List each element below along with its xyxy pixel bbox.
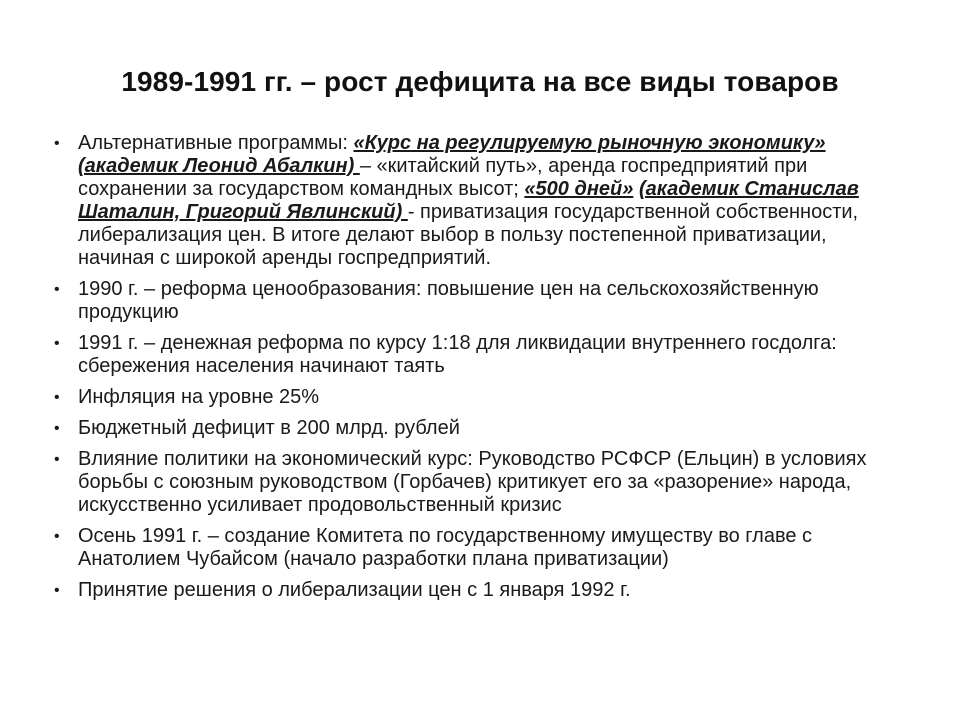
bullet-marker: • — [54, 389, 60, 406]
bullet-text: Бюджетный дефицит в 200 млрд. рублей — [78, 417, 460, 439]
bullet-text-segment: - приватизация государственной собственности, либерализация цен. В итоге делают выбор в пользу постепенной приватизации, начиная с широкой аренды госпредприятий. — [78, 201, 859, 269]
bullet-item — [54, 278, 898, 324]
program-link-500-days[interactable]: «500 дней» — [524, 178, 634, 200]
bullet-text-segment: Альтернативные программы: — [78, 132, 354, 154]
bullet-text: 1991 г. – денежная реформа по курсу 1:18 для ликвидации внутреннего госдолга: сбережения населения начинают таять — [78, 332, 837, 377]
bullet-text-segment: – «китайский путь», аренда госпредприятий при сохранении за государством командных высот; — [78, 155, 808, 200]
bullet-marker: • — [54, 335, 60, 352]
program-link-abalkin[interactable]: «Курс на регулируемую рыночную экономику» (академик Леонид Абалкин) — [78, 132, 826, 177]
bullet-item — [54, 386, 898, 409]
bullet-text: Осень 1991 г. – создание Комитета по государственному имуществу во главе с Анатолием Чубайсом (начало разработки плана приватизации) — [78, 525, 813, 570]
bullet-marker: • — [54, 582, 60, 599]
bullet-marker: • — [54, 420, 60, 437]
bullet-list — [54, 132, 898, 610]
bullet-item — [54, 417, 898, 440]
bullet-text: Принятие решения о либерализации цен с 1 января 1992 г. — [78, 579, 631, 601]
bullet-text: 1990 г. – реформа ценообразования: повышение цен на сельскохозяйственную продукцию — [78, 278, 819, 323]
bullet-item — [54, 579, 898, 602]
bullet-item — [54, 448, 898, 517]
bullet-item — [54, 525, 898, 571]
bullet-item — [54, 132, 898, 270]
program-link-authors[interactable]: (академик Станислав Шаталин, Григорий Явлинский) — [78, 178, 859, 223]
bullet-marker: • — [54, 451, 60, 468]
bullet-item — [54, 332, 898, 378]
slide-title: 1989-1991 гг. – рост дефицита на все виды товаров — [121, 66, 839, 97]
bullet-text — [78, 132, 859, 269]
bullet-marker: • — [54, 281, 60, 298]
bullet-marker: • — [54, 528, 60, 545]
bullet-marker: • — [54, 135, 60, 152]
bullet-text: Влияние политики на экономический курс: Руководство РСФСР (Ельцин) в условиях борьбы с союзным руководством (Горбачев) критикует его за «разорение» народа, искусственно усиливает продовольственный кризис — [78, 448, 867, 516]
bullet-text: Инфляция на уровне 25% — [78, 386, 320, 408]
